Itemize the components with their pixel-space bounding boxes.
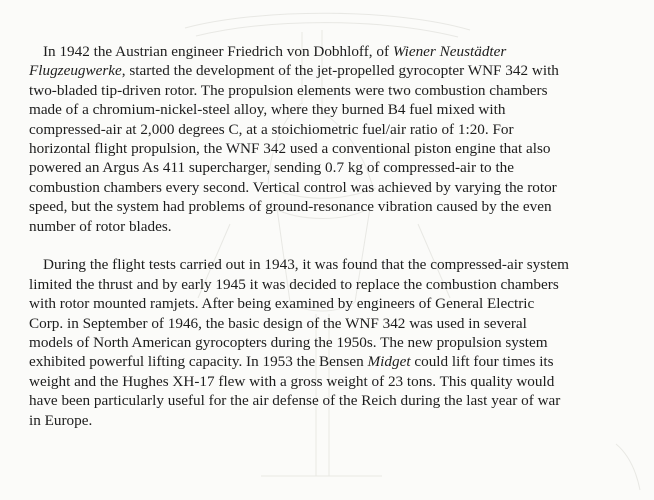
text-line [29, 61, 629, 80]
italic-text-run: Wiener Neustädter [392, 43, 507, 60]
text-line [29, 255, 629, 274]
text-line [29, 120, 629, 139]
italic-text-run: Midget [367, 353, 411, 371]
text-line [29, 139, 629, 158]
text-run: with rotor mounted ramjets. After being examined by engineers of General Electric [29, 295, 535, 313]
paragraph-spacer [29, 236, 629, 255]
text-line [29, 352, 629, 371]
text-run: horizontal flight propulsion, the WNF 342 used a conventional piston engine that also [29, 140, 551, 158]
text-run: limited the thrust and by early 1945 it was decided to replace the combustion chambers [29, 275, 559, 293]
text-line [29, 178, 629, 197]
text-run: combustion chambers every second. Vertical control was achieved by varying the rotor [29, 178, 557, 196]
text-line [29, 391, 629, 410]
text-run: powered an Argus As 411 supercharger, sending 0.7 kg of compressed-air to the [29, 159, 514, 177]
text-line [29, 100, 629, 119]
text-run: weight and the Hughes XH-17 flew with a gross weight of 23 tons. This quality would [29, 372, 555, 390]
text-run: Corp. in September of 1946, the basic design of the WNF 342 was used in several [29, 314, 527, 332]
paragraph [29, 255, 629, 430]
text-line [29, 314, 629, 333]
text-line [29, 197, 629, 216]
text-line [29, 294, 629, 313]
text-run: in Europe. [29, 411, 93, 429]
text-line [29, 81, 629, 100]
text-run: speed, but the system had problems of ground-resonance vibration caused by the even [29, 198, 552, 216]
text-run: number of rotor blades. [29, 217, 172, 235]
text-run: could lift four times its [410, 353, 554, 371]
text-line [29, 333, 629, 352]
paragraph [29, 42, 629, 236]
text-run: models of North American gyrocopters during the 1950s. The new propulsion system [29, 334, 548, 352]
text-line [29, 217, 629, 236]
text-run: During the flight tests carried out in 1943, it was found that the compressed-air system [43, 256, 569, 274]
text-run: made of a chromium-nickel-steel alloy, where they burned B4 fuel mixed with [29, 101, 506, 119]
text-line [29, 411, 629, 430]
italic-text-run: Flugzeugwerke [29, 62, 122, 80]
text-run: In 1942 the Austrian engineer Friedrich von Dobhloff, of [43, 43, 393, 60]
text-run: two-bladed tip-driven rotor. The propulsion elements were two combustion chambers [29, 81, 548, 99]
text-run: have been particularly useful for the air defense of the Reich during the last year of war [29, 392, 561, 410]
text-run: compressed-air at 2,000 degrees C, at a stoichiometric fuel/air ratio of 1:20. For [29, 120, 514, 138]
body-text [29, 42, 629, 430]
text-run: exhibited powerful lifting capacity. In 1953 the Bensen [29, 353, 368, 371]
text-line [29, 158, 629, 177]
text-line [29, 42, 629, 61]
text-run: , started the development of the jet-propelled gyrocopter WNF 342 with [121, 62, 559, 80]
text-line [29, 372, 629, 391]
text-line [29, 275, 629, 294]
